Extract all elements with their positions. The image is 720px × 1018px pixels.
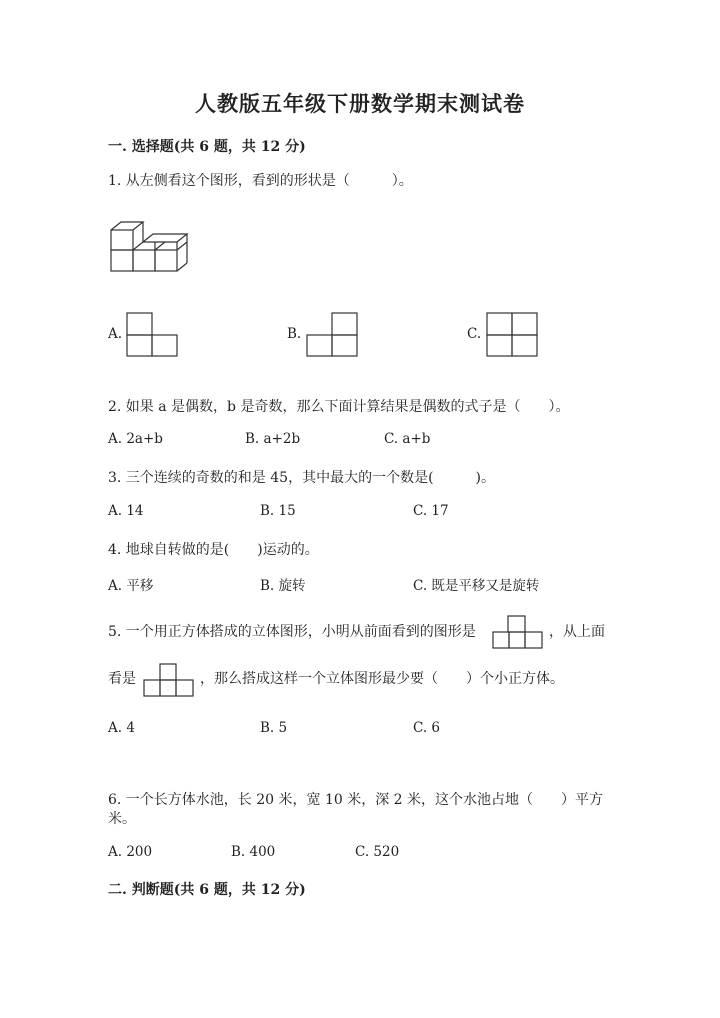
page-title: 人教版五年级下册数学期末测试卷 xyxy=(195,91,525,116)
q4-option-b[interactable]: B. 旋转 xyxy=(260,578,306,594)
question-5-part-c: 看是 xyxy=(108,671,136,687)
q6-option-c[interactable]: C. 520 xyxy=(355,844,400,860)
cube-face xyxy=(133,250,155,271)
q5-option-b[interactable]: B. 5 xyxy=(260,720,288,736)
question-2: 2. 如果 a 是偶数，b 是奇数，那么下面计算结果是偶数的式子是（ ）。 xyxy=(108,399,570,415)
question-5-part-d: ，那么搭成这样一个立体图形最少要（ ）个小正方体。 xyxy=(200,671,564,687)
q1-option-a-shape xyxy=(126,312,180,358)
q6-option-b[interactable]: B. 400 xyxy=(231,844,276,860)
question-5-part-a: 5. 一个用正方体搭成的立体图形，小明从前面看到的图形是 xyxy=(108,624,476,640)
q1-option-c[interactable]: C. xyxy=(467,326,482,342)
q5-option-c[interactable]: C. 6 xyxy=(413,720,441,736)
q3-option-c[interactable]: C. 17 xyxy=(413,503,449,519)
question-6-line-2: 米。 xyxy=(108,811,136,827)
q5-option-a[interactable]: A. 4 xyxy=(108,720,135,736)
question-3: 3. 三个连续的奇数的和是 45，其中最大的一个数是( )。 xyxy=(108,470,495,486)
q4-option-c[interactable]: C. 既是平移又是旋转 xyxy=(413,578,540,594)
section-heading-judgment: 二. 判断题(共 6 题，共 12 分) xyxy=(108,882,306,898)
question-1: 1. 从左侧看这个图形，看到的形状是（ ）。 xyxy=(108,173,413,189)
q1-option-b[interactable]: B. xyxy=(287,326,302,342)
q6-option-a[interactable]: A. 200 xyxy=(108,844,153,860)
cube-face xyxy=(111,230,133,250)
q3-option-a[interactable]: A. 14 xyxy=(108,503,144,519)
question-5-part-b: ，从上面 xyxy=(549,624,605,640)
question-4: 4. 地球自转做的是( )运动的。 xyxy=(108,542,319,558)
cube-face xyxy=(155,250,177,271)
q2-option-a[interactable]: A. 2a+b xyxy=(108,431,163,447)
q3-option-b[interactable]: B. 15 xyxy=(260,503,296,519)
q1-option-a[interactable]: A. xyxy=(108,326,123,342)
q1-option-c-shape xyxy=(486,312,540,358)
isometric-cube-figure xyxy=(108,220,188,275)
q5-front-view-shape xyxy=(492,614,546,650)
question-6-line-1: 6. 一个长方体水池，长 20 米，宽 10 米，深 2 米，这个水池占地（ ）平方 xyxy=(108,792,604,808)
q1-option-b-shape xyxy=(306,312,360,358)
q2-option-b[interactable]: B. a+2b xyxy=(245,431,301,447)
q2-option-c[interactable]: C. a+b xyxy=(384,431,431,447)
q4-option-a[interactable]: A. 平移 xyxy=(108,578,154,594)
section-heading-choice: 一. 选择题(共 6 题，共 12 分) xyxy=(108,139,306,155)
cube-face xyxy=(111,250,133,271)
q5-top-view-shape xyxy=(143,662,197,698)
